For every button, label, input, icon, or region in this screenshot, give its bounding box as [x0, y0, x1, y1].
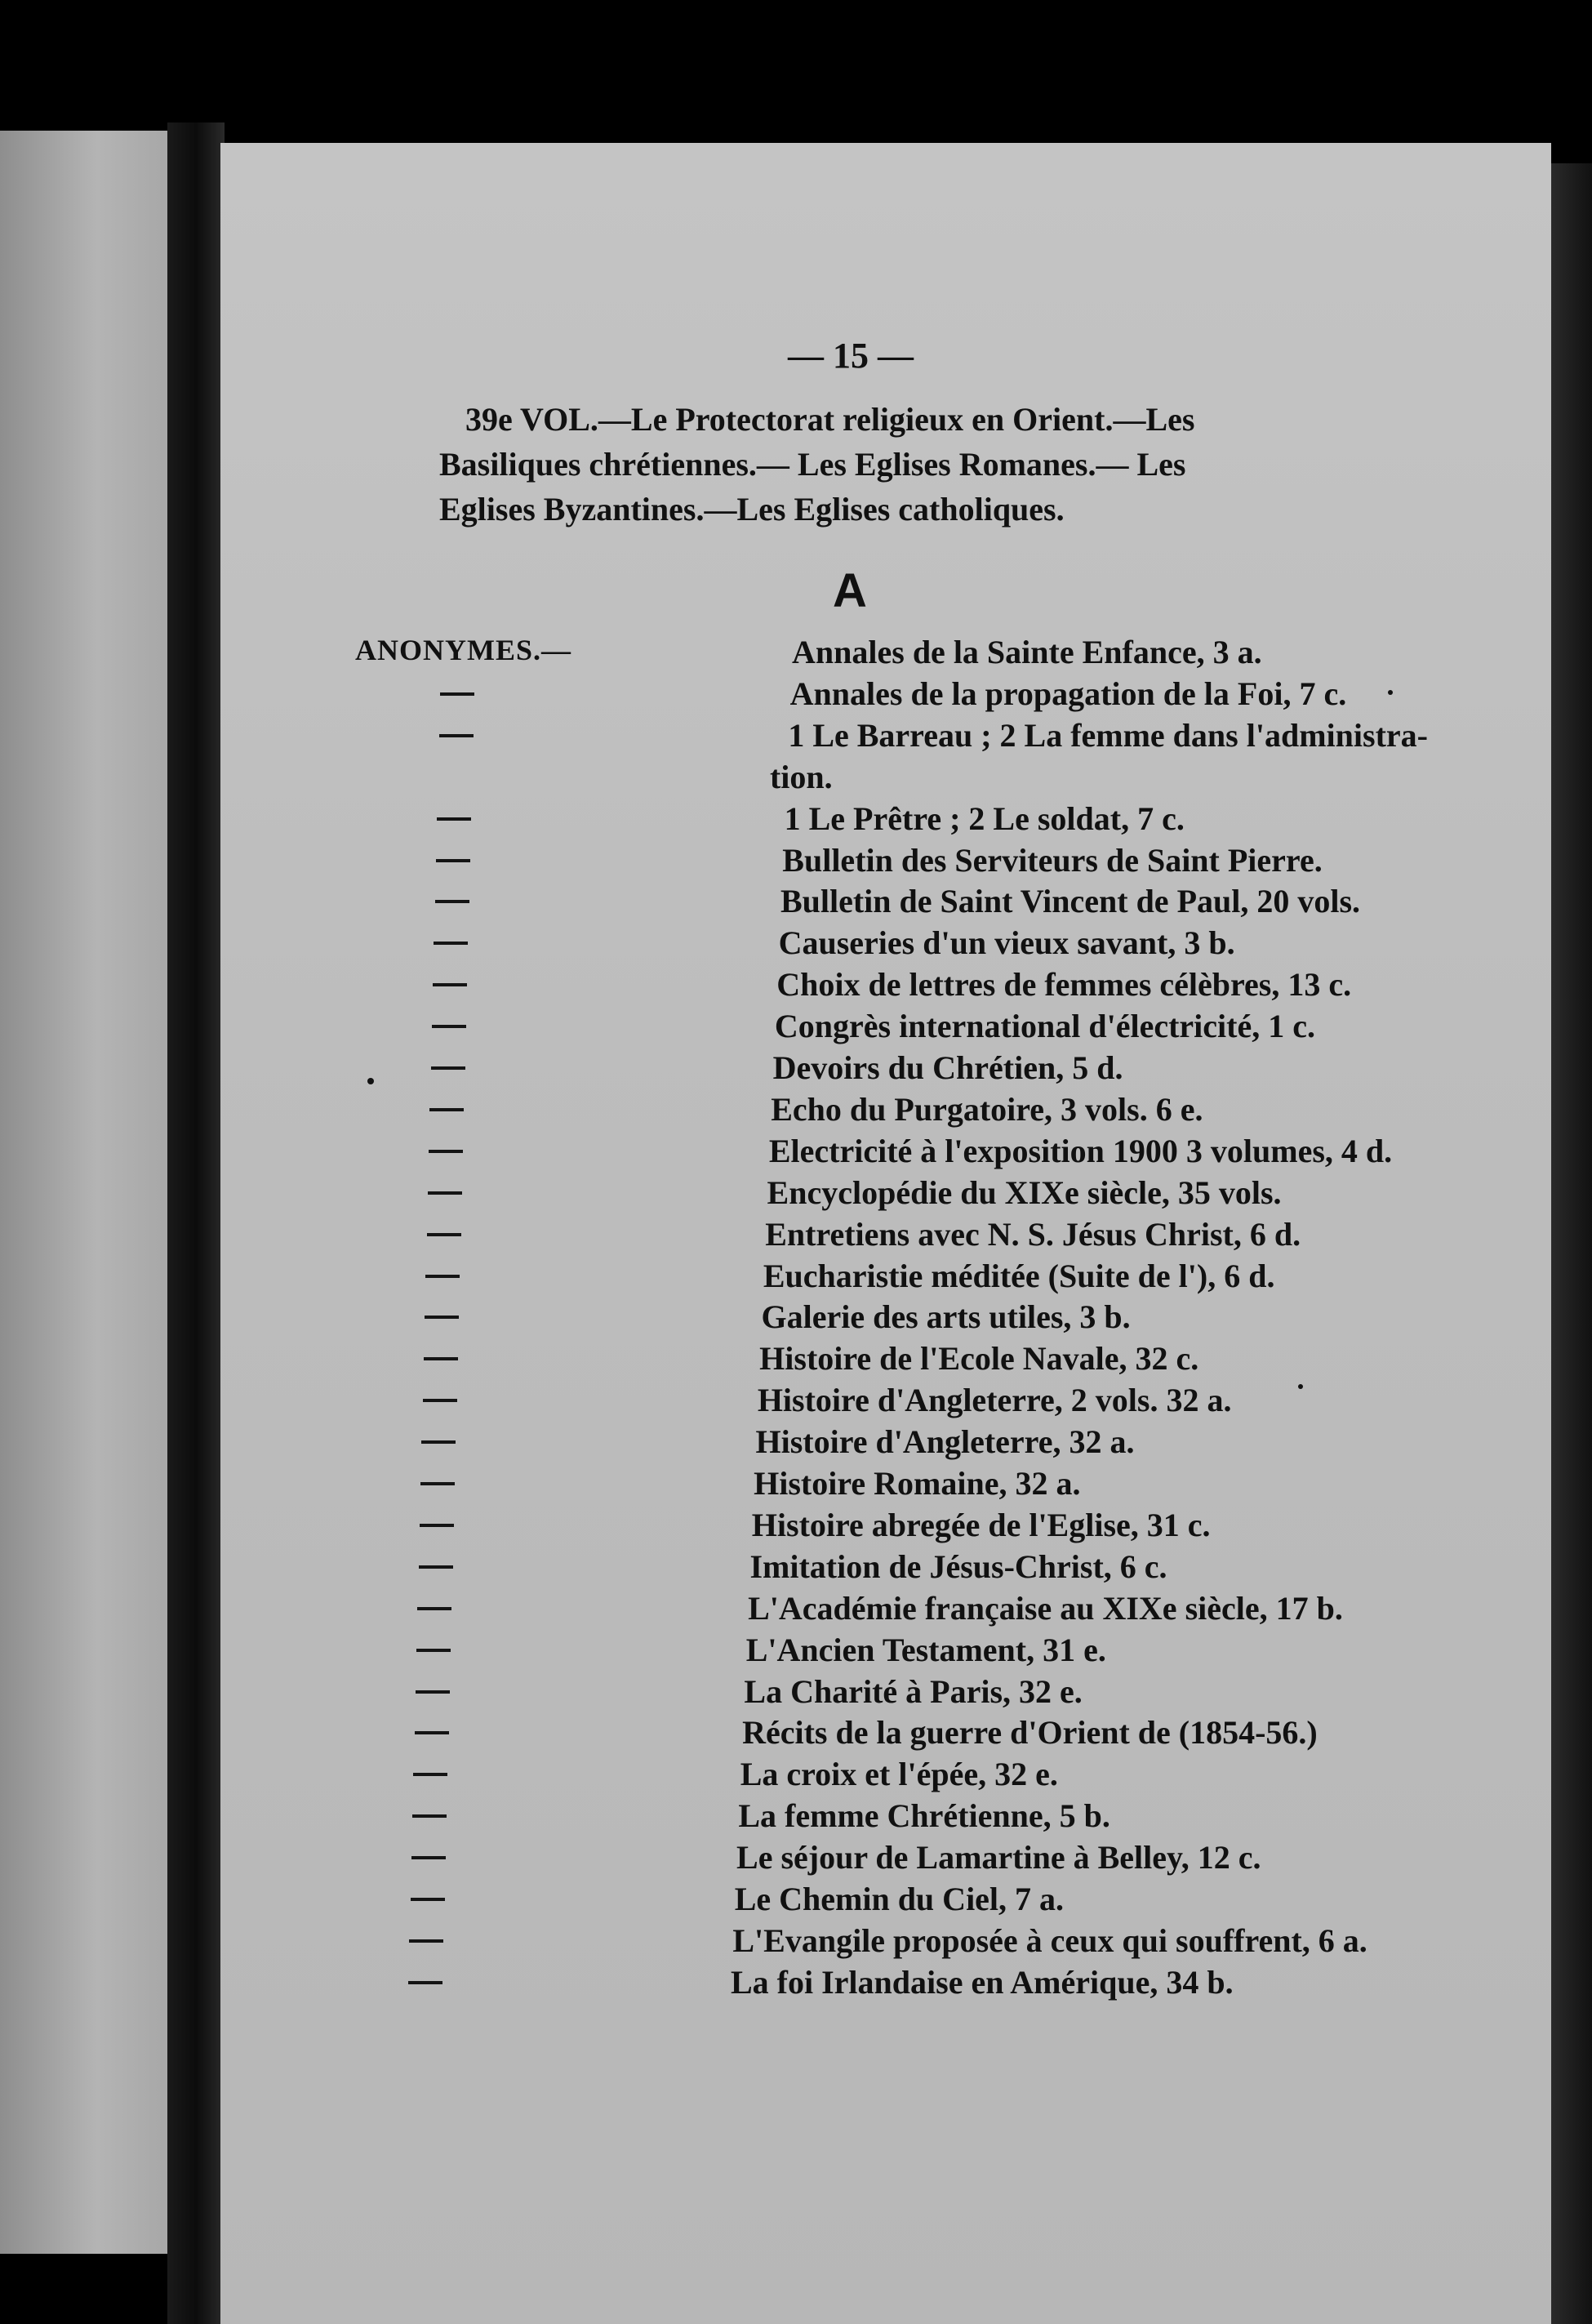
index-entry: Electricité à l'exposition 1900 3 volumes, 4 d. — [768, 1132, 1393, 1169]
index-entry: La Charité à Paris, 32 e. — [744, 1672, 1083, 1710]
ditto-dash — [411, 1898, 445, 1901]
anonymes-label: ANONYMES.— — [355, 634, 572, 666]
index-entry: Choix de lettres de femmes célèbres, 13 c. — [776, 966, 1352, 1004]
ink-speck — [1388, 690, 1393, 695]
ditto-dash — [416, 1690, 450, 1694]
index-entry: Le séjour de Lamartine à Belley, 12 c. — [736, 1839, 1261, 1877]
index-entry: Devoirs du Chrétien, 5 d. — [772, 1049, 1123, 1086]
ditto-dash — [417, 1607, 451, 1610]
ditto-dash — [431, 1066, 465, 1070]
index-entry: L'Ancien Testament, 31 e. — [745, 1631, 1106, 1668]
ditto-dash — [423, 1399, 457, 1402]
index-entry: La croix et l'épée, 32 e. — [740, 1756, 1058, 1793]
ditto-dash — [408, 1981, 442, 1984]
ditto-dash — [413, 1773, 447, 1776]
ditto-dash — [421, 1440, 456, 1444]
index-entry: 1 Le Prêtre ; 2 Le soldat, 7 c. — [784, 799, 1185, 837]
ditto-dash — [429, 1150, 463, 1153]
ditto-dash — [416, 1649, 451, 1652]
index-entry: Histoire abregée de l'Eglise, 31 c. — [751, 1506, 1211, 1543]
ditto-dash — [419, 1565, 453, 1569]
index-entry: Histoire de l'Ecole Navale, 32 c. — [759, 1340, 1199, 1378]
ditto-dash — [436, 859, 470, 862]
index-entry: Histoire d'Angleterre, 2 vols. 32 a. — [757, 1382, 1232, 1419]
intro-line-1: 39e VOL.—Le Protectorat religieux en Orient.—Les — [465, 401, 1195, 438]
index-entry: La foi Irlandaise en Amérique, 34 b. — [731, 1963, 1234, 2001]
ditto-dash — [429, 1108, 464, 1111]
ditto-dash — [433, 983, 467, 986]
ditto-dash — [432, 1025, 466, 1028]
index-entry: Bulletin des Serviteurs de Saint Pierre. — [782, 841, 1323, 879]
ink-speck — [1298, 1384, 1303, 1389]
left-facing-page — [0, 131, 176, 2254]
ditto-dash — [415, 1731, 449, 1734]
index-entry: Annales de la propagation de la Foi, 7 c. — [789, 674, 1347, 712]
ditto-dash — [428, 1191, 462, 1195]
intro-line-2: Basiliques chrétiennes.— Les Eglises Romanes.— Les — [439, 446, 1186, 483]
index-entry: Echo du Purgatoire, 3 vols. 6 e. — [771, 1090, 1203, 1128]
ditto-dash — [439, 734, 474, 737]
ditto-dash — [424, 1357, 458, 1360]
book-gutter — [167, 122, 225, 2324]
ditto-dash — [420, 1524, 454, 1527]
index-entry: L'Evangile proposée à ceux qui souffrent, 6 a. — [732, 1921, 1367, 1959]
index-entry: Récits de la guerre d'Orient de (1854-56.) — [742, 1714, 1318, 1752]
index-entry: Bulletin de Saint Vincent de Paul, 20 vols. — [780, 883, 1361, 920]
index-entry: Histoire Romaine, 32 a. — [754, 1465, 1081, 1502]
ditto-dash — [427, 1233, 461, 1236]
index-entry: Congrès international d'électricité, 1 c. — [774, 1008, 1315, 1045]
page-number: — 15 — — [788, 336, 914, 376]
index-entry: Histoire d'Angleterre, 32 a. — [755, 1423, 1135, 1461]
ditto-dash — [437, 817, 471, 821]
ditto-dash — [425, 1275, 460, 1278]
index-entry: Causeries d'un vieux savant, 3 b. — [778, 924, 1235, 962]
section-letter: A — [833, 564, 867, 617]
ditto-dash — [409, 1939, 443, 1943]
ditto-dash — [434, 942, 468, 945]
index-entry: Galerie des arts utiles, 3 b. — [761, 1298, 1131, 1336]
ditto-dash — [435, 900, 469, 903]
page-15 — [220, 143, 1551, 2324]
index-entry: Eucharistie méditée (Suite de l'), 6 d. — [763, 1257, 1275, 1294]
index-entry: Entretiens avec N. S. Jésus Christ, 6 d. — [765, 1215, 1301, 1253]
index-entry: Annales de la Sainte Enfance, 3 a. — [792, 634, 1262, 670]
index-entry: tion. — [769, 758, 833, 795]
intro-line-3: Eglises Byzantines.—Les Eglises catholiques. — [439, 491, 1065, 528]
ditto-dash — [425, 1316, 459, 1319]
index-entry: Encyclopédie du XIXe siècle, 35 vols. — [767, 1173, 1282, 1211]
ditto-dash — [412, 1814, 447, 1818]
ink-speck — [367, 1078, 374, 1084]
index-entry: Imitation de Jésus-Christ, 6 c. — [749, 1547, 1167, 1585]
ditto-dash — [411, 1856, 446, 1859]
index-entry: Le Chemin du Ciel, 7 a. — [734, 1881, 1065, 1917]
index-entry: La femme Chrétienne, 5 b. — [738, 1797, 1110, 1835]
index-entry: 1 Le Barreau ; 2 La femme dans l'administra- — [788, 716, 1428, 754]
ditto-dash — [440, 692, 474, 696]
ditto-dash — [420, 1482, 455, 1485]
index-entry: L'Académie française au XIXe siècle, 17 b. — [748, 1589, 1343, 1627]
right-page-edge — [1551, 163, 1592, 2324]
